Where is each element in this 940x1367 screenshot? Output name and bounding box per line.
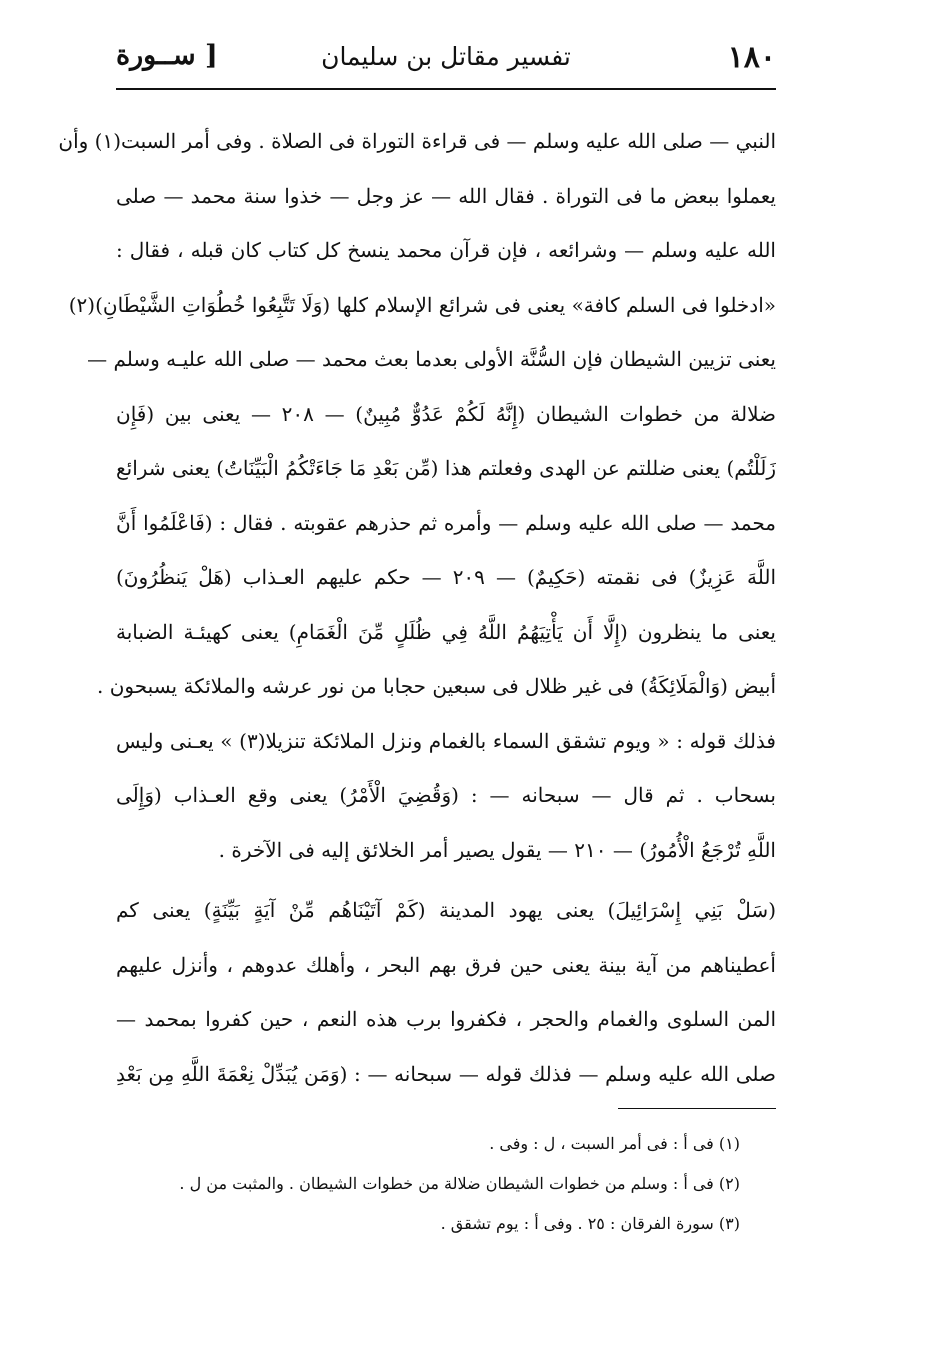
commentary-text xyxy=(58,114,776,1101)
text-line: يعملوا ببعض ما فى التوراة . فقال الله — عز وجل — خذوا سنة محمد — صلى xyxy=(116,183,776,208)
text-line: الله عليه وسلم — وشرائعه ، فإن قرآن محمد ينسخ كل كتاب كان قبله ، فقال : xyxy=(116,238,776,262)
text-line: يعنى ما ينظرون (إِلَّا أَن يَأْتِيَهُمُ اللَّهُ فِي ظُلَلٍ مِّنَ الْغَمَامِ) يعنى كهيئـة الضبابة xyxy=(116,619,776,644)
text-line: النبي — صلى الله عليه وسلم — فى قراءة التوراة فى الصلاة . وفى أمر السبت(١) وأن xyxy=(58,129,776,153)
page-header xyxy=(116,40,776,86)
footnote: (٣) سورة الفرقان : ٢٥ . وفى أ : يوم تشقق . xyxy=(440,1214,740,1233)
page-number: ١٨٠ xyxy=(727,40,776,75)
text-line: فذلك قوله : « ويوم تشقق السماء بالغمام ونزل الملائكة تنزيلا(٣) » يعـنى وليس xyxy=(116,728,776,753)
text-line: أبيض (وَالْمَلَائِكَةُ) فى غير ظلال فى سبعين حجابا من نور عرشه والملائكة يسبحون . xyxy=(97,674,776,698)
footnotes xyxy=(180,1124,740,1244)
text-line: زَلَلْتُم) يعنى ضللتم عن الهدى وفعلتم هذا (مِّن بَعْدِ مَا جَاءَتْكُمُ الْبَيِّنَاتُ) يعنى شرائع xyxy=(116,456,776,480)
surah-label: [ ســورة xyxy=(116,40,218,71)
text-line: اللَّهَ عَزِيزٌ) فى نقمته (حَكِيمٌ) — ٢٠٩ — حكم عليهم العـذاب (هَلْ يَنظُرُونَ) xyxy=(116,565,776,589)
footnote: (٢) فى أ : وسلم من خطوات الشيطان ضلالة من خطوات الشيطان . والمثبت من ل . xyxy=(179,1174,740,1193)
text-line: «ادخلوا فى السلم كافة» يعنى فى شرائع الإسلام كلها (وَلَا تَتَّبِعُوا خُطُوَاتِ الشَّيْطَانِ)(٢) xyxy=(68,292,776,317)
book-title: تفسير مقاتل بن سليمان xyxy=(321,42,571,71)
text-line: ضلالة من خطوات الشيطان (إِنَّهُ لَكُمْ عَدُوٌّ مُبِينٌ) — ٢٠٨ — يعنى بين (فَإِن xyxy=(116,401,776,426)
text-line: صلى الله عليه وسلم — فذلك قوله — سبحانه — : (وَمَن يُبَدِّلْ نِعْمَةَ اللَّهِ مِن بَعْدِ xyxy=(116,1061,776,1086)
text-line: اللَّهِ تُرْجَعُ الْأُمُورُ) — ٢١٠ — يقول يصير أمر الخلائق إليه فى الآخرة . xyxy=(218,837,776,862)
footnote: (١) فى أ : فى أمر السبت ، ل : وفى . xyxy=(489,1134,740,1153)
text-line: المن السلوى والغمام والحجر ، فكفروا برب هذه النعم ، حين كفروا بمحمد — xyxy=(116,1007,776,1031)
text-line: بسحاب . ثم قال — سبحانه — : (وَقُضِيَ الْأَمْرُ) يعنى وقع العـذاب (وَإِلَى xyxy=(116,783,776,807)
footnote-divider xyxy=(618,1108,776,1109)
header-divider xyxy=(116,88,776,90)
text-line: يعنى تزيين الشيطان فإن السُّنَّة الأولى بعدما بعث محمد — صلى الله عليـه وسلم — xyxy=(87,347,776,371)
text-line: (سَلْ بَنِي إِسْرَائِيلَ) يعنى يهود المدينة (كَمْ آتَيْنَاهُم مِّنْ آيَةٍ بَيِّنَةٍ) يعنى كم xyxy=(116,898,776,922)
text-line: أعطيناهم من آية بينة يعنى حين فرق بهم البحر ، وأهلك عدوهم ، وأنزل عليهم xyxy=(116,952,776,977)
text-line: محمد — صلى الله عليه وسلم — وأمره ثم حذرهم عقوبته . فقال : (فَاعْلَمُوا أَنَّ xyxy=(116,510,776,535)
